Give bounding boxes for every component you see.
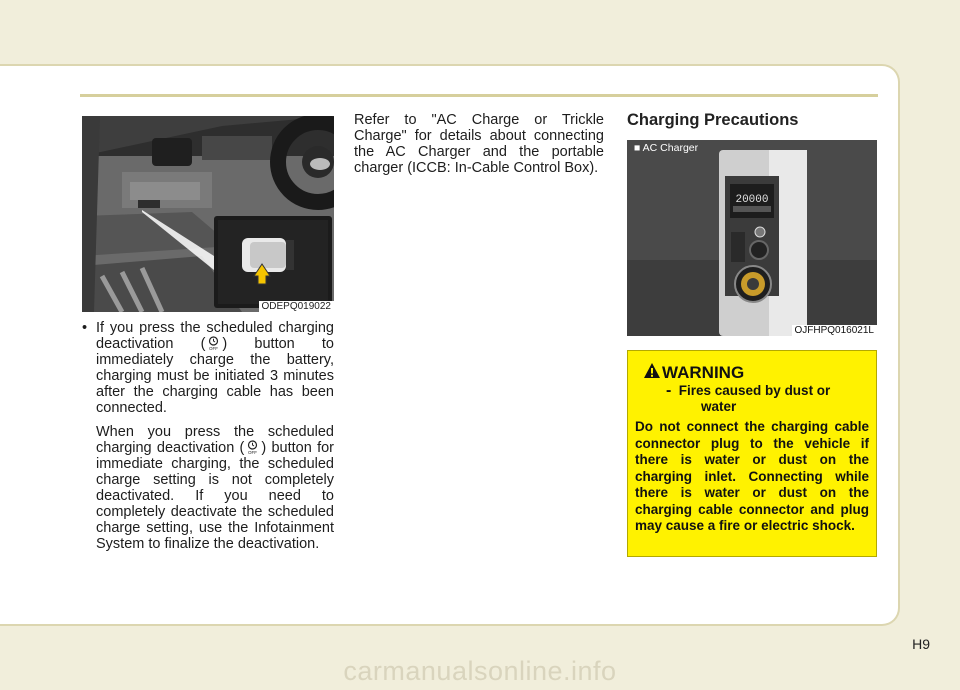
para-text-start: When you press the scheduled charging deactivation ( — [96, 424, 334, 456]
schedule-off-icon — [206, 336, 221, 351]
para-text-end: ) button for immediate charging, the scheduled charge setting is not completely deactivated. If you need to completely deactivate the scheduled charge setting, use the Infotainment System to finalize the deactivation. — [96, 440, 334, 552]
svg-text:OFF: OFF — [209, 346, 219, 351]
section-heading: Charging Precautions — [627, 111, 799, 129]
schedule-paragraph — [96, 424, 334, 552]
warning-body: Do not connect the charging cable connector plug to the vehicle if there is water or dust on the charging inlet. Connecting while there is water or dust on the charging cable connector and plug may cause a fire or electric shock. — [635, 419, 869, 533]
warning-subtitle-line1: Fires caused by dust or — [678, 383, 831, 398]
warning-subtitle — [666, 383, 866, 415]
warning-subtitle-line2: water — [701, 399, 737, 414]
watermark: carmanualsonline.info — [343, 656, 617, 686]
svg-text:OFF: OFF — [248, 450, 258, 455]
dashboard-photo — [82, 116, 334, 312]
ac-charger-illustration — [627, 140, 877, 336]
photo-caption: ODEPQ019022 — [259, 301, 335, 312]
ac-charger-photo — [627, 140, 877, 336]
header-rule — [80, 94, 878, 97]
bullet-dot: • — [82, 320, 88, 336]
warning-box — [627, 350, 877, 557]
photo-label: ■ AC Charger — [634, 142, 699, 154]
warning-title: WARNING — [662, 363, 745, 382]
charger-display: 20000 — [735, 194, 769, 206]
bullet-paragraph — [82, 320, 334, 416]
schedule-off-icon — [245, 440, 260, 455]
page-number: H9 — [912, 636, 930, 652]
bullet-text-start: If you press the scheduled charging deactivation ( — [96, 320, 334, 352]
photo-caption: OJFHPQ016021L — [792, 325, 878, 336]
dashboard-illustration — [82, 116, 334, 312]
warning-dash: - — [666, 382, 672, 399]
warning-triangle-icon — [643, 362, 661, 379]
left-column-text — [82, 320, 334, 552]
bullet-text-end: ) button to immediately charge the battery, charging must be initiated 3 minutes after the charging cable has been connected. — [96, 336, 335, 416]
middle-column-text: Refer to "AC Charge or Trickle Charge" for details about connecting the AC Charger and the portable charger (ICCB: In-Cable Control Box). — [354, 112, 604, 176]
